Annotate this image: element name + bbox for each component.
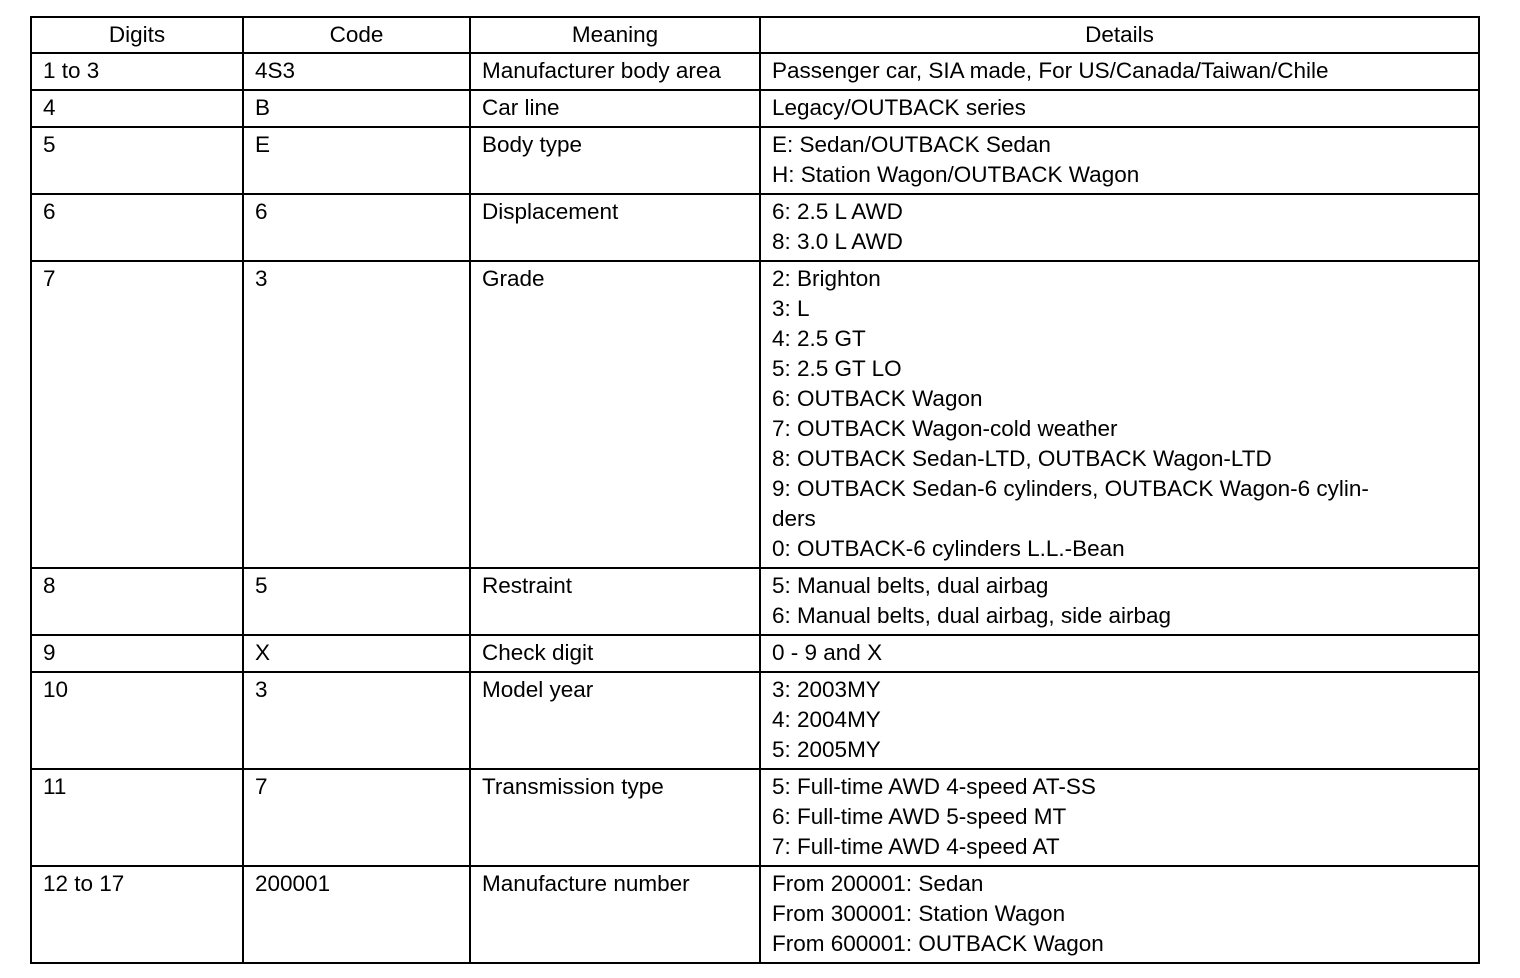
code-cell: 7: [243, 769, 470, 866]
table-row: [31, 53, 1479, 90]
details-line: 5: 2005MY: [772, 737, 881, 762]
details-line: 6: Manual belts, dual airbag, side airbag: [772, 603, 1172, 628]
digits-cell: 12 to 17: [31, 866, 243, 963]
header-row: [31, 17, 1479, 53]
details-cell: [760, 53, 1479, 90]
details-line: 7: Full-time AWD 4-speed AT: [772, 834, 1060, 859]
table-row: [31, 261, 1479, 568]
digits-cell: 9: [31, 635, 243, 672]
details-cell: [760, 672, 1479, 769]
details-cell: [760, 127, 1479, 194]
table-row: [31, 90, 1479, 127]
details-line: H: Station Wagon/OUTBACK Wagon: [772, 162, 1140, 187]
details-cell: [760, 866, 1479, 963]
details-line: ders: [772, 506, 816, 531]
header-details: Details: [760, 17, 1479, 53]
details-line: 2: Brighton: [772, 266, 881, 291]
details-line: 9: OUTBACK Sedan-6 cylinders, OUTBACK Wagon-6 cylin-: [772, 476, 1369, 501]
digits-cell: 6: [31, 194, 243, 261]
meaning-cell: Model year: [470, 672, 760, 769]
details-line: Legacy/OUTBACK series: [772, 95, 1026, 120]
digits-cell: 1 to 3: [31, 53, 243, 90]
vin-code-table: [30, 16, 1480, 964]
meaning-cell: Manufacturer body area: [470, 53, 760, 90]
meaning-cell: Restraint: [470, 568, 760, 635]
digits-cell: 7: [31, 261, 243, 568]
details-line: 3: 2003MY: [772, 677, 881, 702]
details-line: 0: OUTBACK-6 cylinders L.L.-Bean: [772, 536, 1125, 561]
details-line: 6: OUTBACK Wagon: [772, 386, 983, 411]
digits-cell: 4: [31, 90, 243, 127]
meaning-cell: Body type: [470, 127, 760, 194]
table-row: [31, 672, 1479, 769]
details-line: From 300001: Station Wagon: [772, 901, 1066, 926]
details-line: 7: OUTBACK Wagon-cold weather: [772, 416, 1118, 441]
code-cell: E: [243, 127, 470, 194]
table-row: [31, 635, 1479, 672]
table-row: [31, 127, 1479, 194]
code-cell: 3: [243, 672, 470, 769]
code-cell: 5: [243, 568, 470, 635]
details-line: E: Sedan/OUTBACK Sedan: [772, 132, 1051, 157]
digits-cell: 8: [31, 568, 243, 635]
table-row: [31, 769, 1479, 866]
header-meaning: Meaning: [470, 17, 760, 53]
meaning-cell: Grade: [470, 261, 760, 568]
details-line: 0 - 9 and X: [772, 640, 883, 665]
code-cell: 200001: [243, 866, 470, 963]
details-line: 5: 2.5 GT LO: [772, 356, 902, 381]
details-line: 5: Full-time AWD 4-speed AT-SS: [772, 774, 1096, 799]
meaning-cell: Displacement: [470, 194, 760, 261]
details-line: From 600001: OUTBACK Wagon: [772, 931, 1104, 956]
code-cell: 4S3: [243, 53, 470, 90]
meaning-cell: Manufacture number: [470, 866, 760, 963]
details-line: 4: 2004MY: [772, 707, 881, 732]
details-cell: [760, 261, 1479, 568]
code-cell: X: [243, 635, 470, 672]
table-row: [31, 568, 1479, 635]
details-cell: [760, 769, 1479, 866]
details-cell: [760, 90, 1479, 127]
code-cell: 6: [243, 194, 470, 261]
details-line: 6: Full-time AWD 5-speed MT: [772, 804, 1067, 829]
details-line: 3: L: [772, 296, 810, 321]
table-row: [31, 866, 1479, 963]
details-line: 5: Manual belts, dual airbag: [772, 573, 1049, 598]
digits-cell: 11: [31, 769, 243, 866]
code-cell: B: [243, 90, 470, 127]
header-digits: Digits: [31, 17, 243, 53]
details-line: 4: 2.5 GT: [772, 326, 866, 351]
table-row: [31, 194, 1479, 261]
meaning-cell: Car line: [470, 90, 760, 127]
details-line: From 200001: Sedan: [772, 871, 984, 896]
details-cell: [760, 635, 1479, 672]
digits-cell: 10: [31, 672, 243, 769]
meaning-cell: Check digit: [470, 635, 760, 672]
details-line: 8: 3.0 L AWD: [772, 229, 903, 254]
details-line: 6: 2.5 L AWD: [772, 199, 903, 224]
details-line: 8: OUTBACK Sedan-LTD, OUTBACK Wagon-LTD: [772, 446, 1272, 471]
details-cell: [760, 568, 1479, 635]
table-body: [31, 53, 1479, 963]
code-cell: 3: [243, 261, 470, 568]
meaning-cell: Transmission type: [470, 769, 760, 866]
digits-cell: 5: [31, 127, 243, 194]
details-cell: [760, 194, 1479, 261]
details-line: Passenger car, SIA made, For US/Canada/Taiwan/Chile: [772, 58, 1329, 83]
header-code: Code: [243, 17, 470, 53]
